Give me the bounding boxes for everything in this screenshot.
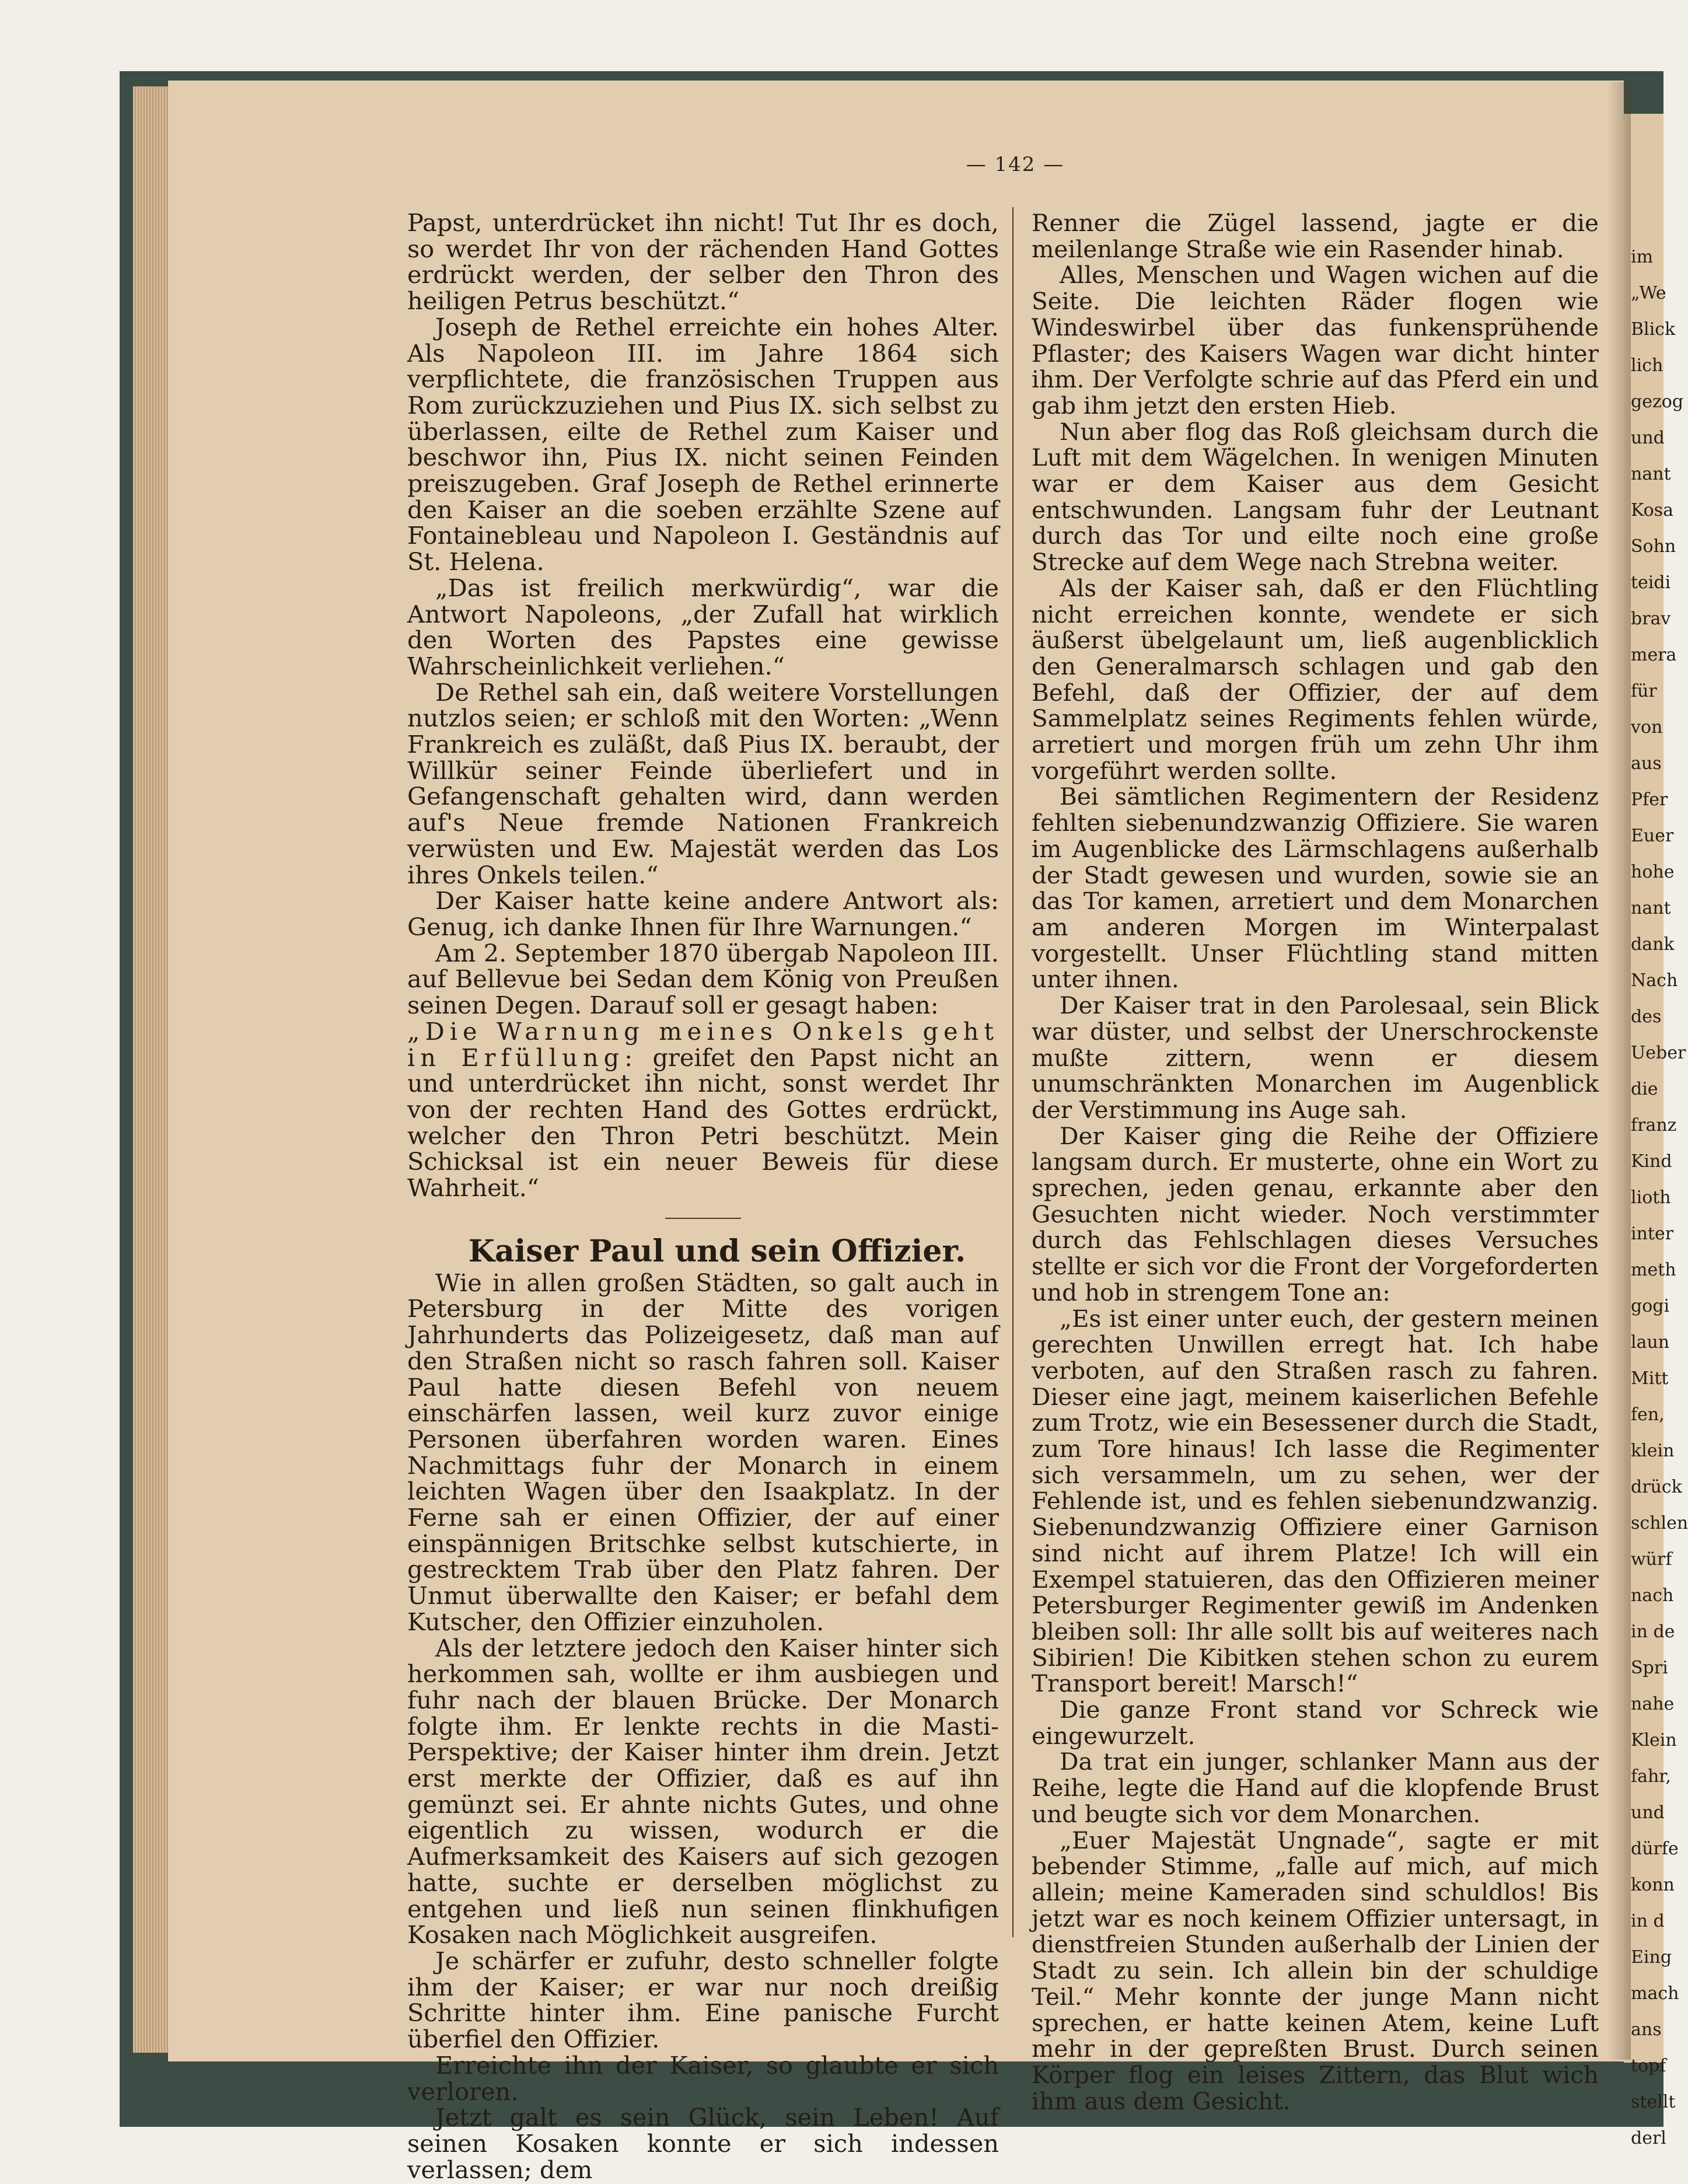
next-page-fragment: nant: [1631, 464, 1671, 484]
next-page-fragment: Sohn: [1631, 536, 1676, 557]
next-page-fragment: lioth: [1631, 1187, 1671, 1208]
next-page-fragment: in de: [1631, 1622, 1675, 1642]
spaced-quote-text: „Die Warnung meines Onkels geht in Erfüllung:: [407, 1016, 999, 1072]
next-page-fragment: gogi: [1631, 1296, 1670, 1316]
left-paragraph: Wie in allen großen Städten, so galt auch in Petersburg in der Mitte des vorigen Jahrhunderts das Polizeigesetz, daß man auf den Straßen nicht so rasch fahren soll. Kaiser Paul hatte diesen Befehl von neuem einschärfen lassen, weil kurz zuvor einige Personen überfahren worden waren. Eines Nachmittags fuhr der Monarch in einem leichten Wagen über den Isaakplatz. In der Ferne sah er einen Offizier, der auf einer einspännigen Britschke selbst kutschierte, in gestrecktem Trab über den Platz fahren. Der Unmut überwallte den Kaiser; er befahl dem Kutscher, den Offizier einzuholen.: [407, 1268, 999, 1636]
next-page-fragment: nant: [1631, 898, 1671, 918]
next-page-fragment: drück: [1631, 1477, 1682, 1497]
left-paragraph: Am 2. September 1870 übergab Napoleon III. auf Bellevue bei Sedan dem König von Preußen seinen Degen. Darauf soll er gesagt haben:: [407, 938, 999, 1020]
next-page-fragment: Kind: [1631, 1151, 1672, 1172]
next-page-fragment: franz: [1631, 1115, 1677, 1135]
next-page-fragment: stellt: [1631, 2092, 1676, 2112]
next-page-fragment: Klein: [1631, 1730, 1677, 1750]
next-page-fragment: konn: [1631, 1875, 1675, 1895]
next-page-fragment: Eing: [1631, 1947, 1672, 1968]
right-paragraph: Nun aber flog das Roß gleichsam durch die Luft mit dem Wägelchen. In wenigen Minuten war er dem Kaiser aus dem Gesicht entschwunden. Langsam fuhr der Leutnant durch das Tor und eilte noch eine große Strecke auf dem Wege nach Strebna weiter.: [1032, 417, 1599, 576]
next-page-fragment: schlen: [1631, 1513, 1688, 1533]
left-paragraph: „Das ist freilich merkwürdig“, war die Antwort Napoleons, „der Zufall hat wirklich den Worten des Papstes eine gewisse Wahrscheinlichkeit verliehen.“: [407, 573, 999, 680]
next-page-fragment: dürfe: [1631, 1839, 1679, 1859]
section-heading: Kaiser Paul und sein Offizier.: [468, 1233, 966, 1269]
left-paragraph: Joseph de Rethel erreichte ein hohes Alter. Als Napoleon III. im Jahre 1864 sich verpflichtete, die französischen Truppen aus Rom zurückzuziehen und Pius IX. sich selbst zu überlassen, eilte de Rethel zum Kaiser und beschwor ihn, Pius IX. nicht seinen Feinden preiszugeben. Graf Joseph de Rethel erinnerte den Kaiser an die soeben erzählte Szene auf Fontainebleau und Napoleon I. Geständnis auf St. Helena.: [407, 312, 999, 576]
left-paragraph: Je schärfer er zufuhr, desto schneller folgte ihm der Kaiser; er war nur noch dreißig Schritte hinter ihm. Eine panische Furcht überfiel den Offizier.: [407, 1947, 999, 2054]
next-page-fragment: des: [1631, 1007, 1662, 1027]
next-page-fragment: in d: [1631, 1911, 1665, 1931]
page-number: — 142 —: [966, 153, 1065, 176]
right-column: [1032, 210, 1599, 2114]
next-page-fragment: derl: [1631, 2128, 1666, 2148]
next-page-fragment: fen,: [1631, 1404, 1665, 1425]
next-page-fragment: lich: [1631, 355, 1663, 376]
next-page-fragment: hohe: [1631, 862, 1675, 882]
right-paragraph: Als der Kaiser sah, daß er den Flüchtling nicht erreichen konnte, wendete er sich äußerst übelgelaunt um, ließ augenblicklich den Generalmarsch schlagen und gab den Befehl, daß der Offizier, der auf dem Sammelplatz seines Regiments fehlen würde, arretiert und morgen früh um zehn Uhr ihm vorgeführt werden sollte.: [1032, 574, 1599, 785]
right-paragraph: Bei sämtlichen Regimentern der Residenz fehlten siebenundzwanzig Offiziere. Sie waren im Augenblicke des Lärmschlagens außerhalb der Stadt gewesen und wurden, sowie sie an das Tor kamen, arretiert und dem Monarchen am anderen Morgen im Winterpalast vorgestellt. Unser Flüchtling stand mitten unter ihnen.: [1032, 782, 1599, 994]
next-page-fragment: Ueber: [1631, 1043, 1686, 1063]
left-paragraph: Jetzt galt es sein Glück, sein Leben! Auf seinen Kosaken konnte er sich indessen verlassen; dem: [407, 2103, 999, 2184]
right-paragraph: „Euer Majestät Ungnade“, sagte er mit bebender Stimme, „falle auf mich, auf mich allein; meine Kameraden sind schuldlos! Bis jetzt war es noch keinem Offizier untersagt, in dienstfreien Stunden außerhalb der Linien der Stadt zu sein. Ich allein bin der schuldige Teil.“ Mehr konnte der junge Mann nicht sprechen, er hatte keinen Atem, keine Luft mehr in der gepreßten Brust. Durch seinen Körper flog ein leises Zittern, das Blut wich ihm aus dem Gesicht.: [1032, 1826, 1599, 2115]
next-page-fragment: klein: [1631, 1441, 1675, 1461]
next-page-fragment: mach: [1631, 1983, 1679, 2004]
left-paragraph: De Rethel sah ein, daß weitere Vorstellungen nutzlos seien; er schloß mit den Worten: „Wenn Frankreich es zuläßt, daß Pius IX. beraubt, der Willkür seiner Feinde überliefert und in Gefangenschaft gehalten wird, dann werden auf's Neue fremde Nationen Frankreich verwüsten und Ew. Majestät werden das Los ihres Onkels teilen.“: [407, 677, 999, 889]
next-page-fragment: Nach: [1631, 970, 1678, 991]
left-paragraph: Papst, unterdrücket ihn nicht! Tut Ihr es doch, so werdet Ihr von der rächenden Hand Gottes erdrückt werden, der selber den Thron des heiligen Petrus beschützt.“: [407, 208, 999, 316]
next-page-fragment: würf: [1631, 1549, 1672, 1570]
left-paragraph: Der Kaiser hatte keine andere Antwort als: Genug, ich danke Ihnen für Ihre Warnungen.“: [407, 886, 999, 941]
next-page-fragment: mera: [1631, 645, 1677, 665]
next-page-fragment: Pfer: [1631, 789, 1668, 810]
left-paragraph: Erreichte ihn der Kaiser, so glaubte er sich verloren.: [407, 2050, 999, 2106]
next-page-fragment: nahe: [1631, 1694, 1675, 1714]
next-page-fragment: Blick: [1631, 319, 1676, 340]
left-paragraph: Als der letztere jedoch den Kaiser hinter sich herkommen sah, wollte er ihm ausbiegen und fuhr nach der blauen Brücke. Der Monarch folgte ihm. Er lenkte rechts in die Masti-Perspektive; der Kaiser hinter ihm drein. Jetzt erst merkte der Offizier, daß es auf ihn gemünzt sei. Er ahnte nichts Gutes, und ohne eigentlich zu wissen, wodurch er die Aufmerksamkeit des Kaisers auf sich gezogen hatte, suchte er derselben möglichst zu entgehen und ließ nun seinen flinkhufigen Kosaken nach Möglichkeit ausgreifen.: [407, 1633, 999, 1949]
right-paragraph: Da trat ein junger, schlanker Mann aus der Reihe, legte die Hand auf die klopfende Brust und beugte sich vor dem Monarchen.: [1032, 1748, 1599, 1828]
right-paragraph: Die ganze Front stand vor Schreck wie eingewurzelt.: [1032, 1696, 1599, 1750]
next-page-fragment: gezog: [1631, 392, 1684, 412]
napoleon-quote: [407, 1016, 999, 1203]
next-page-fragment: „We: [1631, 283, 1666, 303]
next-page-fragment: im: [1631, 247, 1654, 267]
next-page-fragment: die: [1631, 1079, 1658, 1099]
next-page-fragment: dank: [1631, 934, 1675, 955]
next-page-fragment: und: [1631, 1802, 1665, 1823]
page-edges: [133, 86, 168, 2053]
next-page-fragment: aus: [1631, 753, 1662, 774]
next-page-fragment: teidi: [1631, 572, 1671, 593]
right-paragraph: Der Kaiser ging die Reihe der Offiziere langsam durch. Er musterte, ohne ein Wort zu sprechen, jeden genau, erkannte aber den Gesuchten nicht wieder. Noch verstimmter durch das Fehlschlagen dieses Versuches stellte er sich vor die Front der Vorgeforderten und hob in strengem Tone an:: [1032, 1121, 1599, 1306]
next-page-fragments: [1631, 239, 1688, 2157]
next-page-fragment: laun: [1631, 1332, 1670, 1353]
next-page-fragment: Kosa: [1631, 500, 1673, 520]
next-page-fragment: Euer: [1631, 826, 1674, 846]
section-divider: [665, 1218, 741, 1219]
next-page-fragment: inter: [1631, 1224, 1674, 1244]
right-paragraph: „Es ist einer unter euch, der gestern meinen gerechten Unwillen erregt hat. Ich habe verboten, auf den Straßen rasch zu fahren. Dieser eine jagt, meinem kaiserlichen Befehle zum Trotz, wie ein Besessener durch die Stadt, zum Tore hinaus! Ich lasse die Regimenter sich versammeln, um zu sehen, wer der Fehlende ist, und es fehlen siebenundzwanzig. Siebenundzwanzig Offiziere einer Garnison sind nicht auf ihrem Platze! Ich will ein Exempel statuieren, das den Offizieren meiner Petersburger Regimenter gewiß im Andenken bleiben soll: Ihr alle sollt bis auf weiteres nach Sibirien! Die Kibitken stehen schon zu eurem Transport bereit! Marsch!“: [1032, 1304, 1599, 1698]
gutter-shadow: [1607, 82, 1631, 2060]
next-page-fragment: Spri: [1631, 1658, 1668, 1678]
next-page-fragment: nach: [1631, 1585, 1674, 1606]
next-page-fragment: fahr,: [1631, 1766, 1671, 1787]
next-page-fragment: von: [1631, 717, 1663, 738]
next-page-fragment: Mitt: [1631, 1368, 1669, 1389]
right-paragraph: Alles, Menschen und Wagen wichen auf die Seite. Die leichten Räder flogen wie Windeswirbel über das funkensprühende Pflaster; des Kaisers Wagen war dicht hinter ihm. Der Verfolgte schrie auf das Pferd ein und gab ihm jetzt den ersten Hieb.: [1032, 261, 1599, 420]
next-page-fragment: brav: [1631, 609, 1671, 629]
next-page-fragment: topf: [1631, 2056, 1666, 2076]
next-page-fragment: und: [1631, 428, 1665, 448]
next-page-fragment: ans: [1631, 2019, 1662, 2040]
right-paragraph: Der Kaiser trat in den Parolesaal, sein Blick war düster, und selbst der Unerschrockenste mußte zittern, wenn er diesem unumschränkten Monarchen im Augenblick der Verstimmung ins Auge sah.: [1032, 991, 1599, 1124]
column-divider: [1012, 207, 1014, 1937]
left-column: [407, 210, 999, 2183]
right-paragraph: Renner die Zügel lassend, jagte er die meilenlange Straße wie ein Rasender hinab.: [1032, 209, 1599, 263]
quote-rest-text: greifet den Papst nicht an und unterdrücket ihn nicht, sonst werdet Ihr von der rechten Hand des Gottes erdrückt, welcher den Thron Petri beschützt. Mein Schicksal ist ein neuer Beweis für diese Wahrheit.“: [407, 1043, 999, 1203]
next-page-fragment: für: [1631, 681, 1657, 701]
next-page-fragment: meth: [1631, 1260, 1676, 1280]
